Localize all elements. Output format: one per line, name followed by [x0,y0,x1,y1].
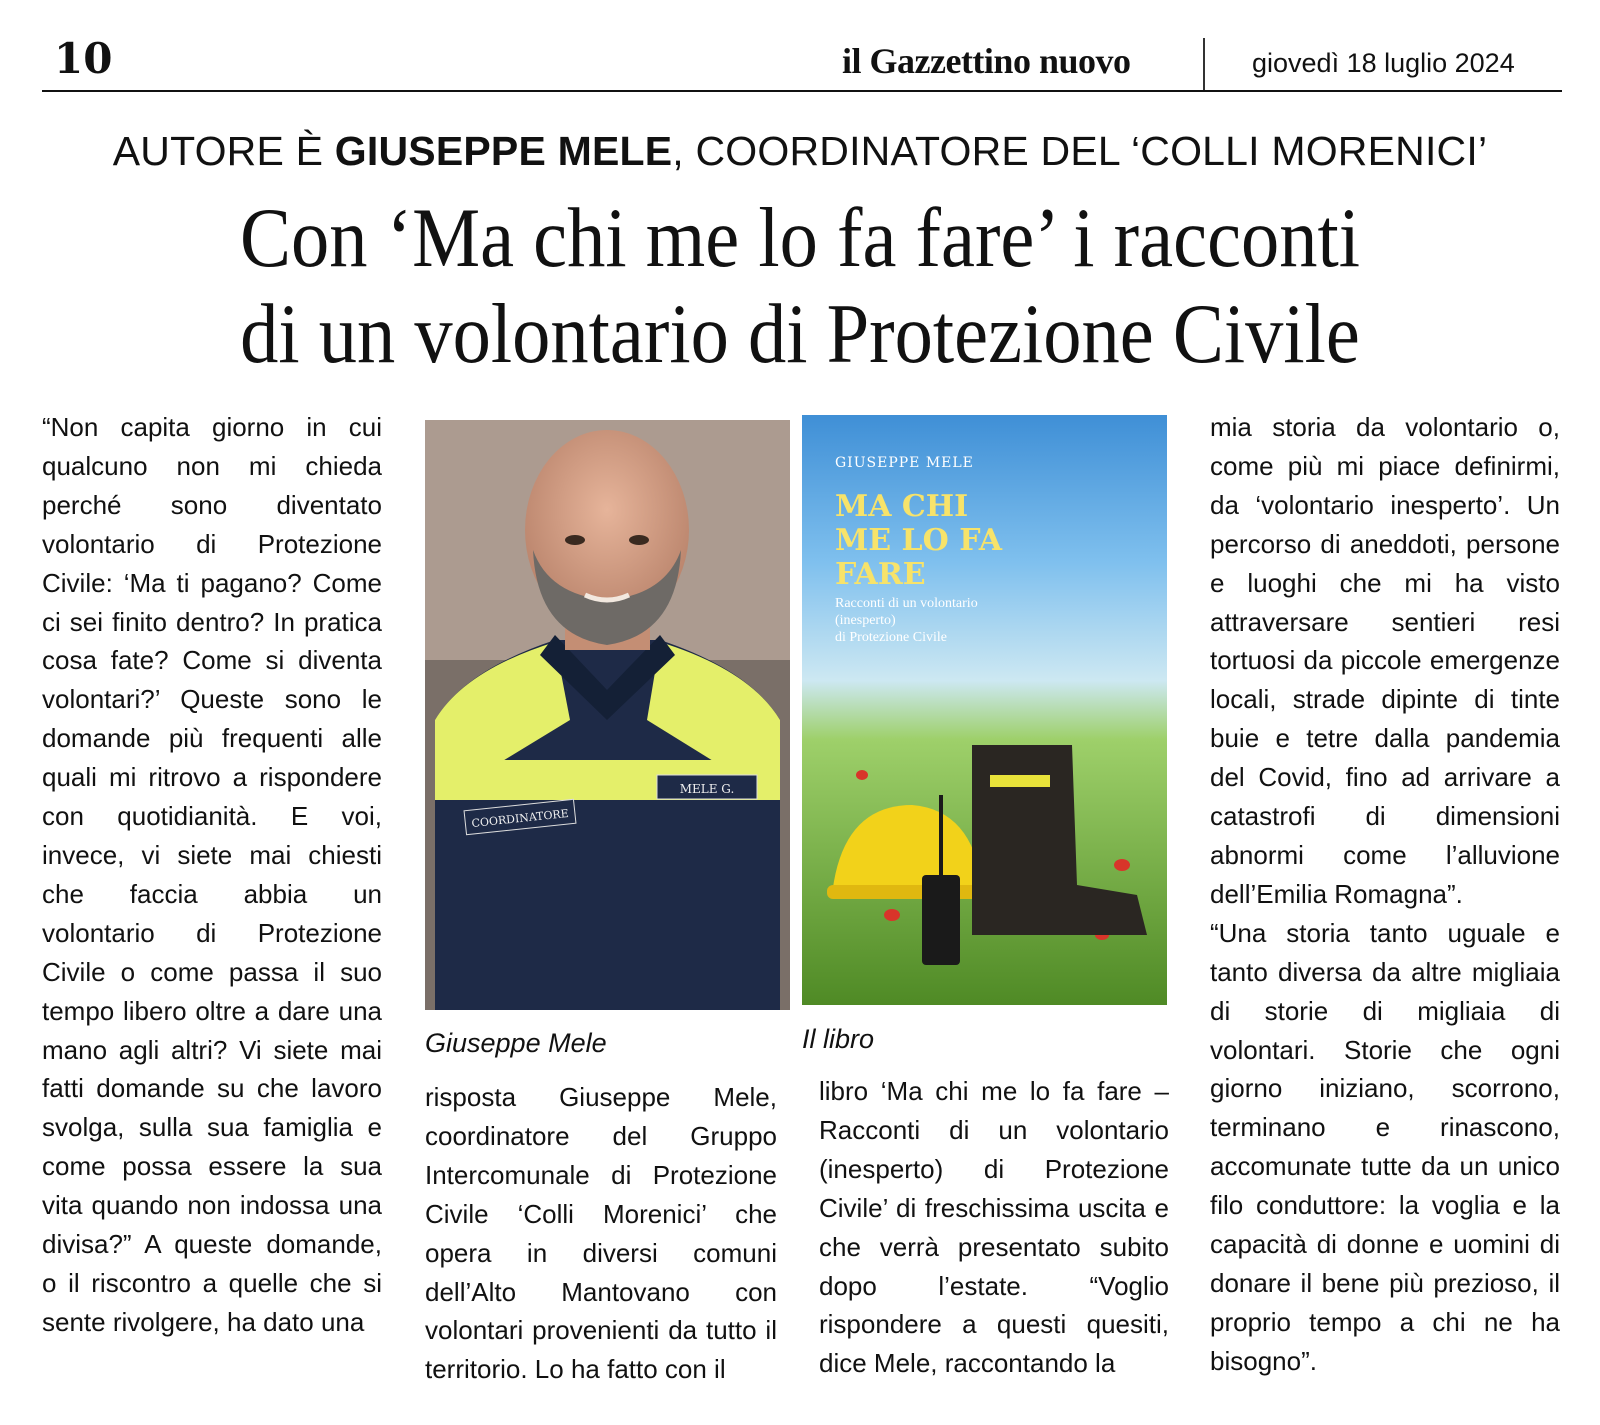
kicker-suffix: , COORDINATORE DEL ‘COLLI MORENICI’ [672,128,1488,174]
book-subtitle-line-2: (inesperto) [835,613,896,628]
photo-caption: Giuseppe Mele [425,1028,607,1058]
article-text: “Una storia tanto uguale e tanto diversa da altre migliaia di storie di migliaia di volontari. Storie che ogni giorno iniziano, scorrono, terminano e rinascono, accomunate tutte da un unico filo conduttore: la voglia e la capacità di donne e uomini di donare il bene più prezioso, il proprio tempo a chi ne ha bisogno”. [1210,917,1560,1376]
badge-name: MELE G. [679,782,735,796]
book-subtitle-line-1: Racconti di un volontario [835,596,978,611]
book-title-line-1: MA CHI [835,489,969,524]
kicker-prefix: AUTORE È [112,128,335,174]
book-title-line-3: FARE [835,557,926,592]
article-text: “Non capita giorno in cui qualcuno non mi chieda perché sono diventato volontario di Protezione Civile: ‘Ma ti pagano? Come ci sei finito dentro? In pratica cosa fate? Come si diventa volontari?’ Queste sono le domande più frequenti alle quali mi ritrovo a rispondere con quotidianità. E voi, invece, vi siete mai chiesti che faccia abbia un volontario di Protezione Civile o come passa il suo tempo libero oltre a dare una mano agli altri? Vi siete mai fatti domande su che lavoro svolga, sulla sua famiglia e come possa essere la sua vita quando non indossa una divisa?” A queste domande, o il riscontro a quelle che si sente rivolgere, ha dato una [42,412,382,1337]
kicker-author-name: GIUSEPPE MELE [334,128,673,174]
article-column-2 [425,1078,777,1389]
book-title-line-2: ME LO FA [835,523,1003,558]
masthead-rule [42,90,1562,92]
badge-coordinatore: COORDINATORE [470,806,570,831]
headline [80,190,1520,382]
kicker [0,128,1600,175]
book-cover [802,415,1167,1005]
publication-date: giovedì 18 luglio 2024 [1252,48,1515,78]
article-text: libro ‘Ma chi me lo fa fare – Racconti di un volontario (inesperto) di Protezione Civile’ di freschissima uscita e che verrà presentato subito dopo l’estate. “Voglio rispondere a questi quesiti, dice Mele, raccontando la [819,1076,1169,1379]
article-column-4 [1210,408,1560,1381]
article-column-3 [819,1072,1169,1383]
book-author: GIUSEPPE MELE [835,455,974,471]
article-text: mia storia da volontario o, come più mi piace definirmi, da ‘volontario inesperto’. Un percorso di aneddoti, persone e luoghi che mi ha visto attraversare sentieri resi tortuosi da piccole emergenze locali, strade dipinte di tinte buie e tetre dalla pandemia del Covid, fino ad arrivare a catastrofi di dimensioni abnormi come l’alluvione dell’Emilia Romagna”. [1210,412,1560,909]
book-subtitle [835,595,1055,646]
headline-line-1: Con ‘Ma chi me lo fa fare’ i racconti [239,191,1361,285]
page-number: 10 [54,34,113,83]
headline-line-2: di un volontario di Protezione Civile [240,287,1360,381]
book-title [835,490,1035,592]
author-portrait-illustration [425,420,790,1010]
masthead-separator [1203,38,1205,92]
book-subtitle-line-3: di Protezione Civile [835,630,947,645]
article-column-1 [42,408,382,1342]
article-text: risposta Giuseppe Mele, coordinatore del Gruppo Intercomunale di Protezione Civile ‘Colli Morenici’ che opera in diversi comuni dell’Alto Mantovano con volontari provenienti da tutto il territorio. Lo ha fatto con il [425,1082,777,1385]
newspaper-name: il Gazzettino nuovo [842,41,1131,81]
author-photo [425,420,790,1010]
book-caption: Il libro [802,1024,875,1054]
